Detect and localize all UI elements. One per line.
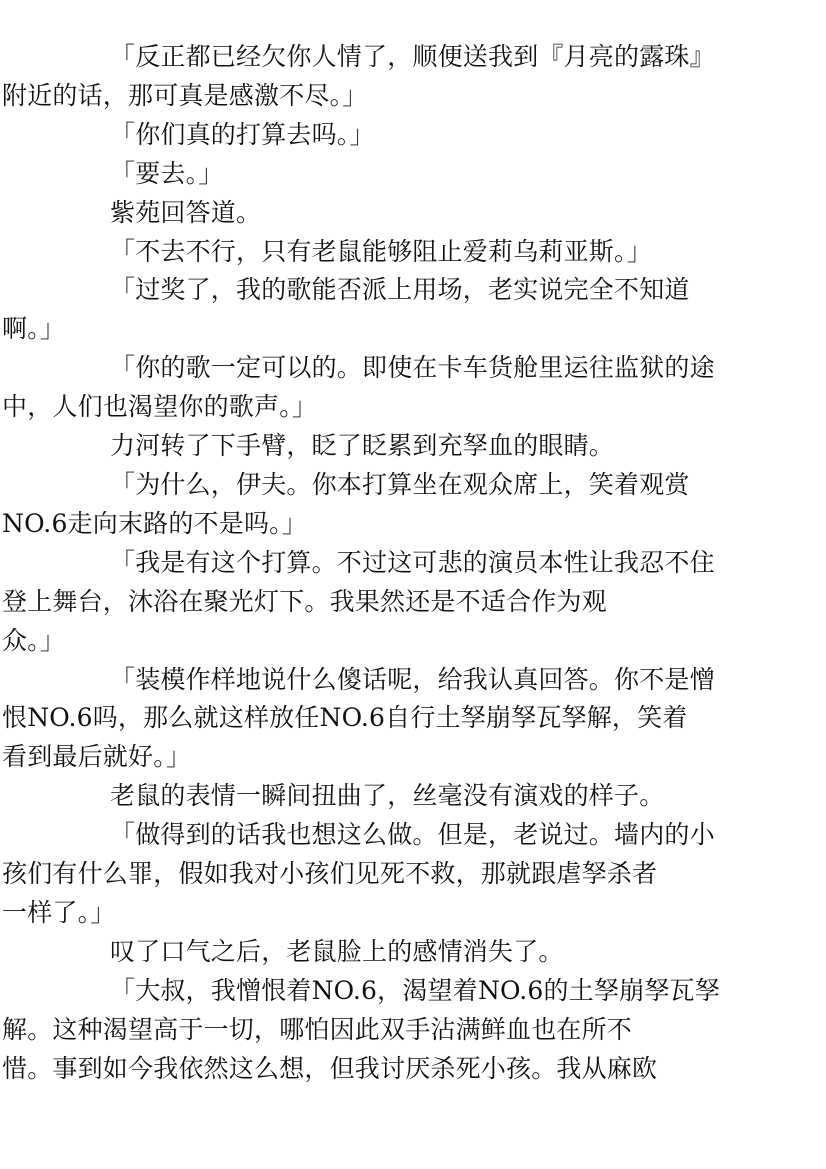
paragraph — [2, 349, 756, 427]
paragraph — [2, 972, 756, 1089]
paragraph — [2, 466, 756, 544]
text-line: 中，人们也渴望你的歌声。」 — [2, 392, 318, 422]
paragraph — [2, 661, 756, 778]
text-line: 「要去。」 — [110, 158, 224, 188]
text-line: 惜。事到如今我依然这么想，但我讨厌杀死小孩。我从麻欧 — [2, 1053, 658, 1083]
text-line: 力河转了下手臂，眨了眨累到充孥血的眼睛。 — [110, 431, 615, 461]
paragraph — [2, 271, 756, 349]
paragraph — [56, 155, 756, 194]
paragraph — [2, 816, 756, 933]
paragraph — [2, 544, 756, 661]
text-line: 紫苑回答道。 — [110, 197, 262, 227]
text-line: 登上舞台，沐浴在聚光灯下。我果然还是不适合作为观 — [2, 586, 607, 616]
text-line: 恨NO.6吗，那么就这样放任NO.6自行土孥崩孥瓦孥解，笑着 — [2, 703, 688, 733]
text-line: 看到最后就好。」 — [2, 742, 192, 772]
text-line: 「你的歌一定可以的。即使在卡车货舱里运往监狱的途 — [110, 353, 715, 383]
text-line: 「我是有这个打算。不过这可悲的演员本性让我忍不住 — [110, 547, 715, 577]
paragraph — [56, 777, 756, 816]
text-line: 「做得到的话我也想这么做。但是，老说过。墙内的小 — [110, 820, 715, 850]
text-line: 「过奖了，我的歌能否派上用场，老实说完全不知道 — [110, 275, 690, 305]
text-line: 「为什么，伊夫。你本打算坐在观众席上，笑着观赏 — [110, 469, 690, 499]
body-text — [2, 38, 756, 1088]
text-line: 解。这种渴望高于一切，哪怕因此双手沾满鲜血也在所不 — [2, 1014, 633, 1044]
text-line: 「不去不行，只有老鼠能够阻止爱莉乌莉亚斯。」 — [110, 236, 652, 266]
text-line: 叹了口气之后，老鼠脸上的感情消失了。 — [110, 936, 564, 966]
paragraph — [56, 933, 756, 972]
paragraph — [56, 194, 756, 233]
text-line: 众。」 — [2, 625, 66, 655]
paragraph — [56, 116, 756, 155]
paragraph — [2, 38, 756, 116]
text-line: 「反正都已经欠你人情了，顺便送我到『月亮的露珠』 — [110, 42, 715, 71]
text-line: 老鼠的表情一瞬间扭曲了，丝毫没有演戏的样子。 — [110, 781, 665, 811]
text-line: 啊。」 — [2, 314, 66, 344]
paragraph — [56, 233, 756, 272]
text-line: 「装模作样地说什么傻话呢，给我认真回答。你不是憎 — [110, 664, 715, 694]
text-line: 「你们真的打算去吗。」 — [110, 119, 375, 149]
text-line: 「大叔，我憎恨着NO.6，渴望着NO.6的土孥崩孥瓦孥 — [110, 975, 720, 1005]
paragraph — [56, 427, 756, 466]
text-line: NO.6走向末路的不是吗。」 — [2, 508, 308, 538]
text-line: 孩们有什么罪，假如我对小孩们见死不救，那就跟虐孥杀者 — [2, 859, 658, 889]
text-line: 一样了。」 — [2, 897, 116, 927]
text-line: 附近的话，那可真是感激不尽。」 — [2, 80, 368, 110]
